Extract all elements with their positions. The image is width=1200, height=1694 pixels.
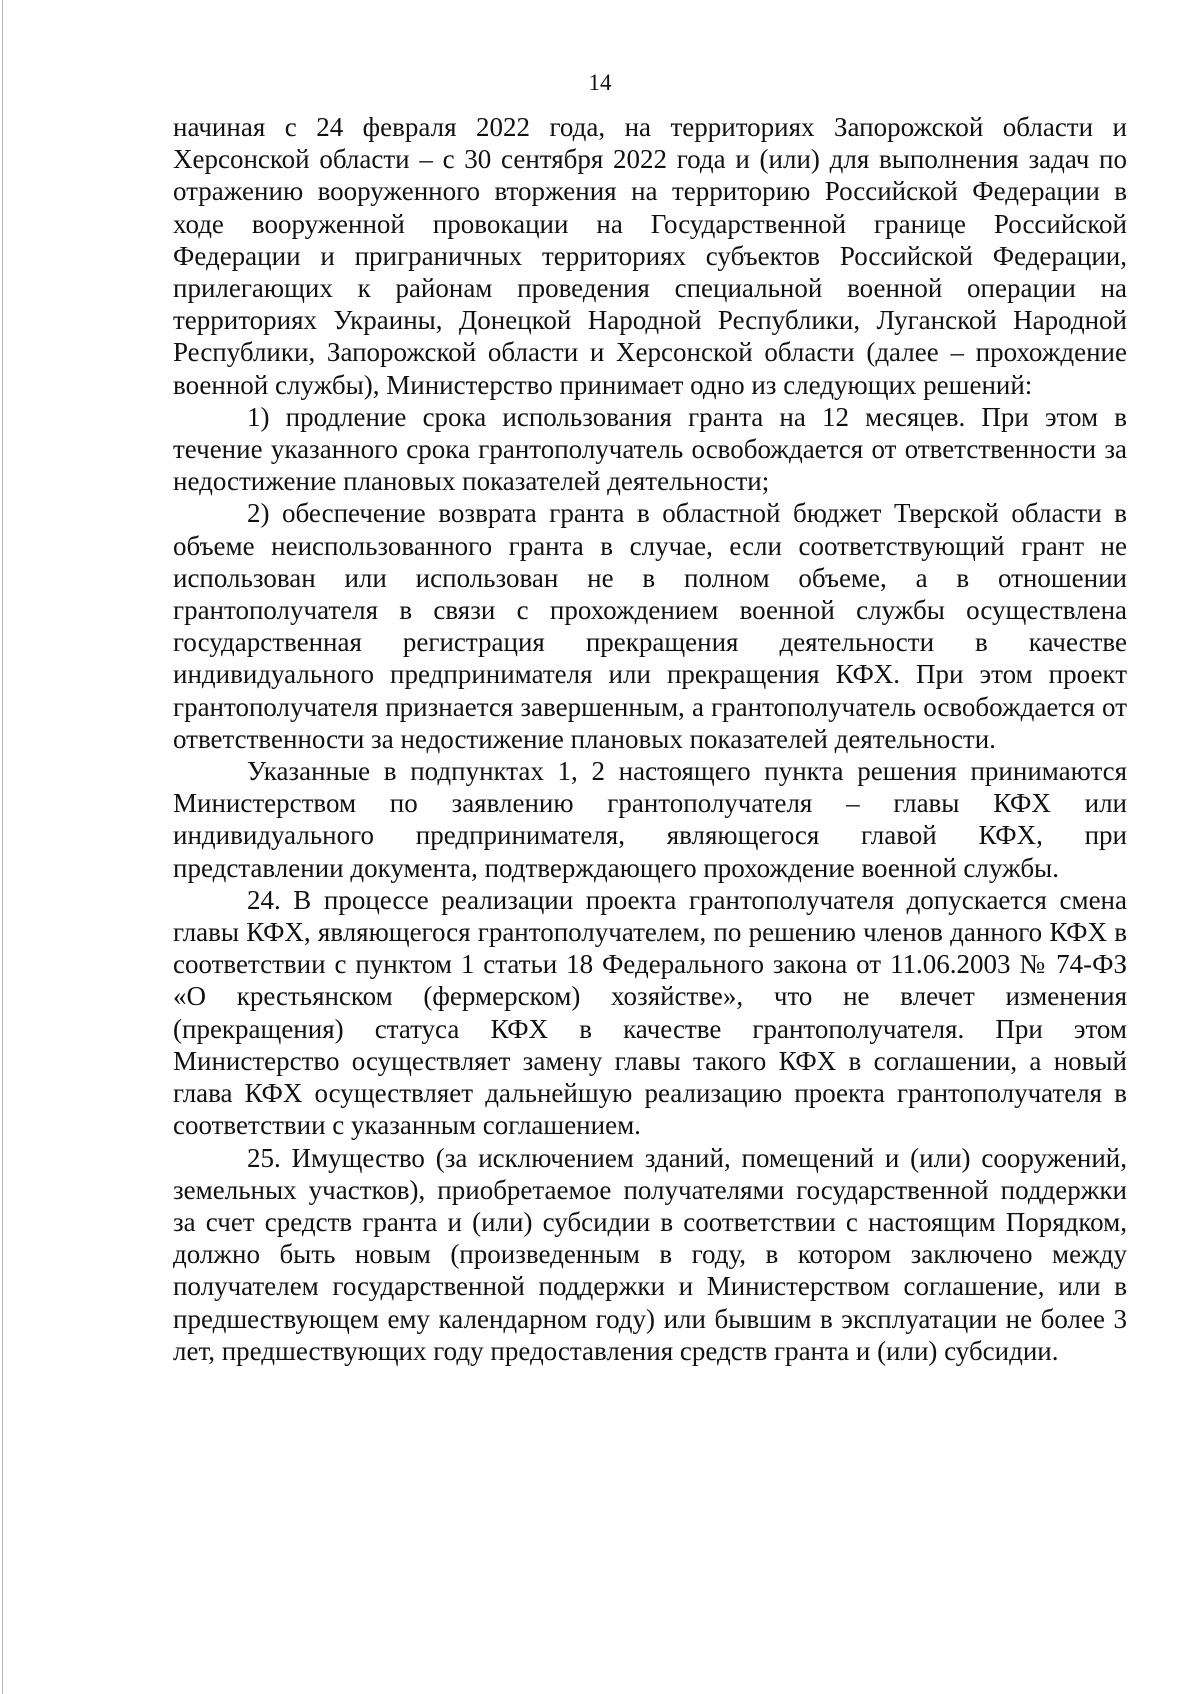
- scan-edge-line: [2, 0, 3, 1694]
- paragraph-decisions-note: Указанные в подпунктах 1, 2 настоящего пункта решения принимаются Министерством по заявлению грантополучателя – главы КФХ или индивидуального предпринимателя, являющегося главой КФХ, при представлении документа, подтверждающего прохождение военной службы.: [173, 756, 1127, 883]
- paragraph-subitem-2: 2) обеспечение возврата гранта в областной бюджет Тверской области в объеме неиспользованного гранта в случае, если соответствующий грант не использован или использован не в полном объеме, а в отношении грантополучателя в связи с прохождением военной службы осуществлена государственная регистрация прекращения деятельности в качестве индивидуального предпринимателя или прекращения КФХ. При этом проект грантополучателя признается завершенным, а грантополучатель освобождается от ответственности за недостижение плановых показателей деятельности.: [173, 498, 1127, 754]
- paragraph-subitem-1: 1) продление срока использования гранта на 12 месяцев. При этом в течение указанного срока грантополучатель освобождается от ответственности за недостижение плановых показателей деятельности;: [173, 401, 1127, 497]
- paragraph-intro: начиная с 24 февраля 2022 года, на территориях Запорожской области и Херсонской области – с 30 сентября 2022 года и (или) для выполнения задач по отражению вооруженного вторжения на территорию Российской Федерации в ходе вооруженной провокации на Государственной границе Российской Федерации и приграничных территориях субъектов Российской Федерации, прилегающих к районам проведения специальной военной операции на территориях Украины, Донецкой Народной Республики, Луганской Народной Республики, Запорожской области и Херсонской области (далее – прохождение военной службы), Министерство принимает одно из следующих решений:: [173, 112, 1127, 400]
- document-body: [173, 111, 1127, 1367]
- paragraph-clause-25: 25. Имущество (за исключением зданий, помещений и (или) сооружений, земельных участков), приобретаемое получателями государственной поддержки за счет средств гранта и (или) субсидии в соответствии с настоящим Порядком, должно быть новым (произведенным в году, в котором заключено между получателем государственной поддержки и Министерством соглашение, или в предшествующем ему календарном году) или бывшим в эксплуатации не более 3 лет, предшествующих году предоставления средств гранта и (или) субсидии.: [173, 1142, 1127, 1366]
- paragraph-clause-24: 24. В процессе реализации проекта грантополучателя допускается смена главы КФХ, являющегося грантополучателем, по решению членов данного КФХ в соответствии с пунктом 1 статьи 18 Федерального закона от 11.06.2003 № 74-ФЗ «О крестьянском (фермерском) хозяйстве», что не влечет изменения (прекращения) статуса КФХ в качестве грантополучателя. При этом Министерство осуществляет замену главы такого КФХ в соглашении, а новый глава КФХ осуществляет дальнейшую реализацию проекта грантополучателя в соответствии с указанным соглашением.: [173, 884, 1127, 1141]
- page-number: 14: [588, 70, 612, 95]
